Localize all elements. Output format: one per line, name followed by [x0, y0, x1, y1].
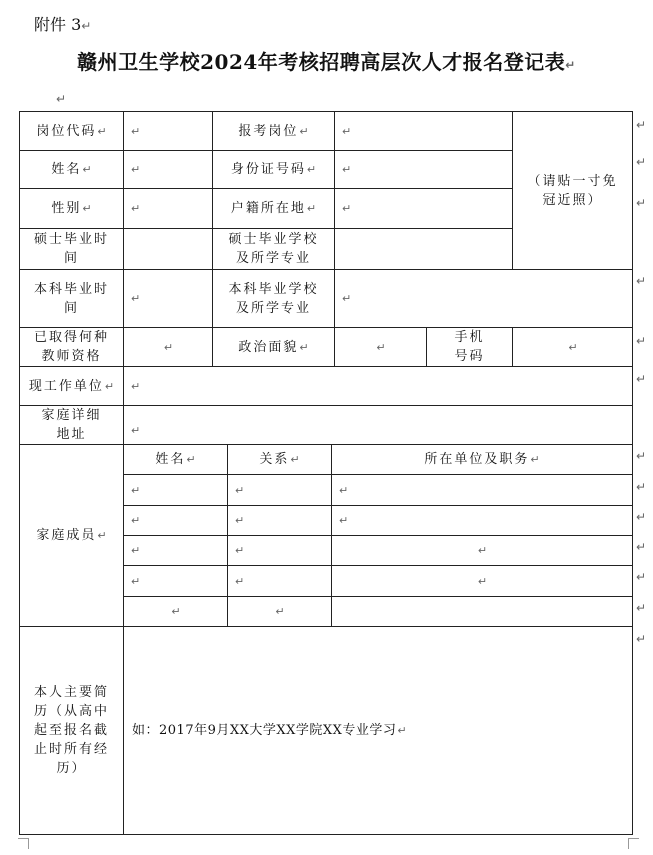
family-row-3-relation[interactable]: ↵ — [235, 544, 245, 557]
page-title: 赣州卫生学校2024年考核招聘高层次人才报名登记表↵ — [77, 50, 576, 74]
id-number-label: 身份证号码 ↵ — [230, 162, 317, 177]
photo-area[interactable] — [513, 112, 632, 269]
master-school-input[interactable] — [335, 229, 512, 269]
work-unit-input[interactable]: ↵ — [131, 379, 141, 393]
resume-input[interactable]: 如：2017年9月XX大学XX学院XX专业学习 ↵ — [132, 723, 407, 738]
bachelor-time-label: 本科毕业时间 — [34, 281, 110, 316]
resume-label: 本人主要简历（从高中起至报名截止时所有经历） — [34, 685, 110, 776]
bachelor-school-label: 本科毕业学校及所学专业 — [228, 281, 319, 316]
phone-label: 手机号码 — [454, 330, 485, 364]
master-school-label: 硕士毕业学校及所学专业 — [228, 232, 319, 266]
political-label: 政治面貌 ↵ — [238, 339, 309, 355]
phone-input[interactable]: ↵ — [568, 340, 578, 354]
family-row-1-name[interactable]: ↵ — [131, 483, 141, 497]
name-input[interactable]: ↵ — [131, 163, 141, 176]
resume-example: 如：2017年9月XX大学XX学院XX专业学习 — [132, 723, 397, 738]
household-label: 户籍所在地 ↵ — [230, 201, 317, 216]
household-input[interactable]: ↵ — [342, 202, 352, 215]
family-row-4-name[interactable]: ↵ — [131, 574, 141, 588]
teacher-cert-input[interactable]: ↵ — [163, 340, 174, 354]
family-row-2-unit[interactable]: ↵ — [339, 514, 349, 527]
address-label: 家庭详细地址 — [41, 408, 102, 442]
position-code-input[interactable]: ↵ — [131, 124, 141, 138]
address-input[interactable]: ↵ — [131, 424, 141, 437]
family-col-unit: 所在单位及职务 ↵ — [424, 452, 540, 467]
name-label: 姓名 ↵ — [51, 162, 92, 177]
family-row-2-name[interactable]: ↵ — [131, 514, 141, 527]
family-row-5-relation[interactable]: ↵ — [275, 605, 285, 618]
family-col-name: 姓名 ↵ — [155, 452, 196, 467]
family-row-3-name[interactable]: ↵ — [131, 544, 141, 557]
gender-label: 性别 ↵ — [51, 201, 92, 216]
work-unit-label: 现工作单位 ↵ — [28, 378, 115, 394]
paragraph-mark: ↵ — [56, 92, 67, 106]
master-time-input[interactable] — [124, 229, 212, 269]
family-row-1-relation[interactable]: ↵ — [235, 483, 245, 497]
family-row-2-relation[interactable]: ↵ — [235, 514, 245, 527]
position-code-label: 岗位代码 ↵ — [36, 123, 107, 139]
bachelor-school-input[interactable]: ↵ — [342, 292, 352, 305]
political-input[interactable]: ↵ — [376, 340, 386, 354]
family-row-3-unit[interactable]: ↵ — [477, 544, 488, 557]
bachelor-time-input[interactable]: ↵ — [131, 292, 141, 305]
family-col-relation: 关系 ↵ — [259, 452, 300, 467]
id-number-input[interactable]: ↵ — [342, 163, 352, 176]
family-row-1-unit[interactable]: ↵ — [339, 483, 349, 497]
applied-position-label: 报考岗位 ↵ — [238, 123, 309, 139]
photo-note: （请贴一寸免冠近照） — [527, 173, 618, 208]
family-row-5-name[interactable]: ↵ — [171, 605, 181, 618]
family-label: 家庭成员 ↵ — [36, 528, 107, 543]
teacher-cert-label: 已取得何种教师资格 — [33, 330, 109, 364]
page-corner-mark — [18, 838, 29, 849]
family-row-4-relation[interactable]: ↵ — [235, 574, 245, 588]
master-time-label: 硕士毕业时间 — [34, 232, 110, 266]
family-row-5-unit[interactable] — [332, 597, 632, 626]
page-corner-mark — [628, 838, 639, 849]
gender-input[interactable]: ↵ — [131, 202, 141, 215]
attachment-label: 附件 3↵ — [34, 15, 92, 34]
applied-position-input[interactable]: ↵ — [342, 124, 352, 138]
family-row-4-unit[interactable]: ↵ — [477, 574, 488, 588]
